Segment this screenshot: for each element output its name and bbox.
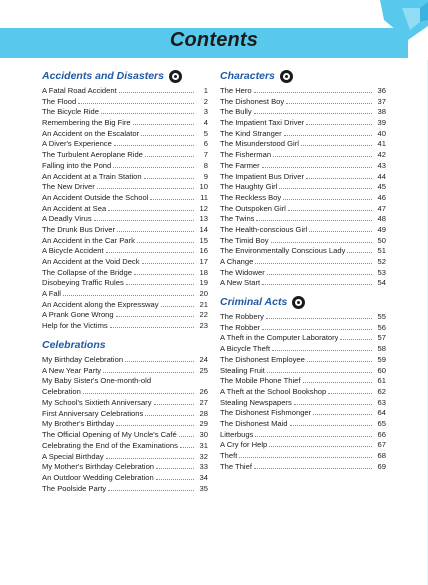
toc-entry[interactable]	[220, 106, 386, 117]
toc-entry-page: 30	[199, 430, 208, 440]
dot-leader	[290, 418, 372, 426]
toc-entry-page: 45	[377, 182, 386, 192]
section-heading-label: Criminal Acts	[220, 296, 288, 309]
dot-leader	[141, 128, 194, 136]
dot-leader	[256, 213, 372, 221]
toc-entry-page: 39	[377, 118, 386, 128]
toc-entry[interactable]	[42, 451, 208, 462]
dot-leader	[156, 461, 194, 469]
dot-leader	[262, 160, 372, 168]
toc-entry-page: 11	[200, 192, 208, 202]
toc-entry-title: The Kind Stranger	[220, 128, 282, 138]
dot-leader	[269, 439, 372, 447]
toc-list-celebrations	[42, 354, 208, 493]
toc-entry-page: 37	[377, 96, 386, 106]
toc-entry[interactable]	[42, 440, 208, 451]
section-heading-celebrations	[42, 337, 208, 353]
dot-leader	[161, 299, 194, 307]
dot-leader	[347, 245, 372, 253]
toc-entry-page: 60	[377, 365, 386, 375]
toc-entry[interactable]	[220, 439, 386, 450]
toc-entry-title: An Accident Outside the School	[42, 192, 149, 202]
toc-entry-page: 58	[377, 344, 386, 354]
toc-entry-title: A Bicycle Accident	[42, 246, 104, 256]
dot-leader	[150, 192, 194, 200]
dot-leader	[133, 117, 194, 125]
toc-entry-page: 29	[199, 419, 208, 429]
toc-entry-page: 24	[199, 354, 208, 364]
toc-entry[interactable]	[220, 117, 386, 128]
toc-entry[interactable]	[42, 256, 208, 267]
toc-entry-page: 51	[377, 246, 386, 256]
dot-leader	[255, 429, 372, 437]
toc-entry-page: 50	[377, 235, 386, 245]
dot-leader	[283, 192, 372, 200]
toc-entry-page: 66	[377, 429, 386, 439]
toc-entry-title: A Cry for Help	[220, 440, 268, 450]
toc-entry[interactable]	[220, 138, 386, 149]
toc-entry-title: Litterbugs	[220, 429, 254, 439]
toc-entry-title: The Environmentally Conscious Lady	[220, 246, 346, 256]
toc-entry[interactable]	[42, 213, 208, 224]
toc-entry[interactable]	[220, 256, 386, 267]
toc-entry[interactable]	[220, 203, 386, 214]
toc-entry[interactable]	[42, 483, 208, 494]
toc-entry-title: The Misunderstood Girl	[220, 139, 299, 149]
toc-entry-title: My Birthday Celebration	[42, 354, 124, 364]
cd-icon	[280, 70, 293, 83]
toc-entry-page: 34	[199, 472, 208, 482]
toc-entry[interactable]	[42, 429, 208, 440]
dot-leader	[306, 117, 372, 125]
toc-entry[interactable]	[42, 320, 208, 331]
toc-entry-title: Celebrating the End of the Examinations	[42, 440, 178, 450]
toc-entry-page: 1	[203, 86, 208, 95]
dot-leader	[303, 375, 373, 383]
dot-leader	[272, 343, 372, 351]
toc-entry-title: A Theft in the Computer Laboratory	[220, 333, 339, 343]
toc-entry[interactable]	[220, 429, 386, 440]
toc-entry-title: The Timid Boy	[220, 235, 269, 245]
toc-entry-title: A Deadly Virus	[42, 214, 92, 224]
toc-entry-title: The Robber	[220, 322, 261, 332]
cd-icon	[169, 70, 182, 83]
toc-entry[interactable]	[42, 171, 208, 182]
dot-leader	[97, 181, 194, 189]
toc-entry[interactable]	[220, 149, 386, 160]
toc-entry[interactable]	[42, 299, 208, 310]
toc-entry-title: The Bicycle Ride	[42, 107, 99, 117]
dot-leader	[239, 450, 372, 458]
toc-entry-page: 12	[199, 203, 208, 213]
toc-entry-title: The New Driver	[42, 182, 95, 192]
toc-entry-page: 62	[377, 386, 386, 396]
toc-entry-title: The Dishonest Boy	[220, 96, 285, 106]
toc-entry-page: 16	[199, 246, 208, 256]
toc-entry-title: My Mother's Birthday Celebration	[42, 462, 155, 472]
toc-entry-page: 19	[199, 278, 208, 288]
toc-entry-title: The Haughty Girl	[220, 182, 278, 192]
dot-leader	[328, 386, 372, 394]
dot-leader	[106, 245, 194, 253]
toc-entry[interactable]	[220, 128, 386, 139]
toc-entry-title: A Special Birthday	[42, 451, 104, 461]
toc-entry-title: Celebration	[42, 387, 81, 397]
toc-entry-page: 25	[199, 365, 208, 375]
toc-entry-page: 48	[377, 214, 386, 224]
toc-entry-page: 49	[377, 224, 386, 234]
toc-entry-title: The Fisherman	[220, 150, 272, 160]
toc-entry[interactable]	[42, 309, 208, 320]
toc-entry-title: First Anniversary Celebrations	[42, 408, 144, 418]
toc-entry[interactable]	[42, 245, 208, 256]
toc-entry[interactable]	[42, 85, 208, 96]
toc-entry-page: 33	[199, 462, 208, 472]
toc-entry-page: 17	[199, 257, 208, 266]
toc-entry-title: A New Year Party	[42, 365, 102, 375]
toc-entry[interactable]	[220, 343, 386, 354]
toc-entry[interactable]	[42, 192, 208, 203]
dot-leader	[125, 354, 194, 362]
toc-entry-page: 8	[203, 160, 208, 170]
dot-leader	[255, 256, 372, 264]
toc-entry-page: 44	[377, 171, 386, 181]
dot-leader	[309, 224, 372, 232]
toc-list-characters	[220, 85, 386, 288]
dot-leader	[116, 418, 194, 426]
dot-leader	[134, 267, 194, 275]
toc-entry-title: My Baby Sister's One-month-old	[42, 376, 152, 386]
toc-entry[interactable]	[220, 418, 386, 429]
toc-entry-title: A Change	[220, 257, 254, 266]
toc-entry-page: 53	[377, 267, 386, 277]
toc-entry-title: The Twins	[220, 214, 255, 224]
toc-entry[interactable]	[42, 375, 208, 386]
toc-entry[interactable]	[42, 181, 208, 192]
toc-entry[interactable]	[220, 192, 386, 203]
toc-entry-page: 61	[377, 376, 386, 386]
toc-entry-page: 18	[199, 267, 208, 277]
toc-entry-title: The Widower	[220, 267, 265, 277]
toc-entry[interactable]	[42, 117, 208, 128]
toc-entry-title: The Dishonest Employee	[220, 354, 305, 364]
toc-entry[interactable]	[220, 397, 386, 408]
toc-entry-page: 63	[377, 397, 386, 407]
dot-leader	[262, 277, 372, 285]
toc-entry-page: 67	[377, 440, 386, 450]
toc-entry-page: 10	[199, 182, 208, 192]
dot-leader	[106, 451, 194, 459]
toc-entry-page: 3	[203, 107, 208, 117]
toc-entry[interactable]	[220, 375, 386, 386]
dot-leader	[180, 440, 194, 448]
toc-entry[interactable]	[220, 235, 386, 246]
section-heading-characters	[220, 68, 386, 84]
section-heading-accidents	[42, 68, 208, 84]
toc-entry-page: 13	[199, 214, 208, 224]
toc-entry-page: 41	[377, 139, 386, 149]
dot-leader	[126, 277, 194, 285]
toc-entry-page: 59	[377, 354, 386, 364]
toc-entry[interactable]	[220, 267, 386, 278]
dot-leader	[144, 171, 194, 179]
toc-entry[interactable]	[42, 397, 208, 408]
toc-entry-page: 28	[199, 408, 208, 418]
toc-entry[interactable]	[220, 332, 386, 343]
dot-leader	[284, 128, 372, 136]
cd-icon	[292, 296, 305, 309]
toc-entry-title: Theft	[220, 451, 238, 460]
dot-leader	[113, 160, 194, 168]
toc-entry-title: The Robbery	[220, 312, 264, 322]
toc-entry-page: 26	[199, 387, 208, 397]
toc-entry-page: 42	[377, 150, 386, 160]
toc-entry-title: The Dishonest Maid	[220, 418, 288, 428]
toc-entry[interactable]	[220, 85, 386, 96]
toc-entry-title: The Mobile Phone Thief	[220, 376, 301, 386]
dot-leader	[78, 96, 194, 104]
toc-entry-title: The Official Opening of My Uncle's Café	[42, 430, 177, 440]
toc-entry[interactable]	[42, 235, 208, 246]
toc-entry-title: The Impatient Bus Driver	[220, 171, 304, 181]
toc-entry-page: 69	[377, 461, 386, 471]
toc-entry[interactable]	[220, 245, 386, 256]
toc-entry[interactable]	[220, 96, 386, 107]
dot-leader	[254, 461, 372, 469]
section-heading-criminal-acts	[220, 294, 386, 310]
toc-entry-title: Remembering the Big Fire	[42, 118, 131, 128]
toc-entry[interactable]	[220, 322, 386, 333]
toc-entry-title: The Drunk Bus Driver	[42, 224, 116, 234]
toc-entry[interactable]	[42, 106, 208, 117]
dot-leader	[254, 85, 372, 93]
dot-leader	[101, 106, 194, 114]
toc-entry-page: 27	[199, 398, 208, 408]
toc-entry-title: A Diver's Experience	[42, 139, 112, 149]
toc-entry-title: The Health-conscious Girl	[220, 224, 308, 234]
toc-entry-title: Help for the Victims	[42, 321, 108, 331]
dot-leader	[154, 397, 195, 405]
toc-entry-page: 55	[377, 312, 386, 322]
toc-entry-page: 56	[377, 322, 386, 332]
toc-entry-title: My Brother's Birthday	[42, 419, 115, 429]
dot-leader	[108, 483, 194, 491]
toc-list-criminal	[220, 311, 386, 471]
toc-entry-page: 64	[377, 408, 386, 418]
dot-leader	[94, 213, 194, 221]
toc-entry-page: 15	[199, 235, 208, 245]
toc-entry-page: 2	[203, 96, 208, 106]
toc-entry-page: 52	[377, 257, 386, 266]
toc-entry[interactable]	[220, 407, 386, 418]
dot-leader	[114, 138, 194, 146]
toc-entry[interactable]	[42, 138, 208, 149]
toc-entry[interactable]	[42, 96, 208, 107]
toc-entry[interactable]	[220, 354, 386, 365]
toc-list-accidents	[42, 85, 208, 331]
toc-entry-page: 57	[377, 333, 386, 343]
toc-entry-title: An Accident on the Escalator	[42, 128, 140, 138]
toc-entry[interactable]	[220, 224, 386, 235]
dot-leader	[273, 149, 372, 157]
dot-leader	[306, 171, 372, 179]
dot-leader	[117, 224, 194, 232]
toc-entry-title: Falling into the Pond	[42, 160, 112, 170]
toc-entry-title: An Outdoor Wedding Celebration	[42, 472, 154, 482]
toc-entry-page: 4	[203, 118, 208, 128]
dot-leader	[142, 256, 194, 264]
toc-entry-title: The Bully	[220, 107, 252, 117]
toc-entry-page: 65	[377, 418, 386, 428]
toc-entry[interactable]	[220, 461, 386, 472]
toc-entry[interactable]	[42, 128, 208, 139]
toc-entry-title: The Collapse of the Bridge	[42, 267, 132, 277]
toc-entry[interactable]	[220, 213, 386, 224]
dot-leader	[340, 332, 372, 340]
section-heading-label: Characters	[220, 70, 275, 82]
toc-entry-title: A New Start	[220, 278, 261, 288]
toc-entry[interactable]	[220, 450, 386, 461]
toc-entry-title: An Accident at the Void Deck	[42, 257, 140, 266]
dot-leader	[271, 235, 372, 243]
toc-entry[interactable]	[42, 203, 208, 214]
toc-entry[interactable]	[42, 267, 208, 278]
toc-entry-page: 32	[199, 451, 208, 461]
toc-entry[interactable]	[220, 311, 386, 322]
toc-right-column	[220, 66, 386, 471]
dot-leader	[145, 149, 194, 157]
toc-entry-title: Disobeying Traffic Rules	[42, 278, 124, 288]
dot-leader	[119, 85, 194, 93]
toc-entry-page: 6	[203, 139, 208, 149]
section-heading-label: Accidents and Disasters	[42, 70, 164, 82]
dot-leader	[286, 96, 372, 104]
toc-entry-title: An Accident along the Expressway	[42, 299, 159, 309]
toc-entry-title: The Thief	[220, 461, 252, 471]
dot-leader	[110, 320, 194, 328]
toc-entry-title: An Accident in the Car Park	[42, 235, 135, 245]
toc-entry-page: 22	[199, 310, 208, 320]
toc-entry-page: 14	[199, 224, 208, 234]
toc-entry-page: 35	[199, 483, 208, 493]
toc-entry-page: 7	[203, 150, 208, 160]
toc-entry[interactable]	[42, 288, 208, 299]
toc-entry[interactable]	[220, 365, 386, 376]
toc-entry-page: 47	[377, 203, 386, 213]
toc-entry-page: 68	[377, 451, 386, 460]
toc-entry-title: An Accident at a Train Station	[42, 171, 142, 181]
toc-entry[interactable]	[42, 408, 208, 419]
toc-entry[interactable]	[42, 224, 208, 235]
toc-entry-title: Stealing Newspapers	[220, 397, 292, 407]
toc-entry[interactable]	[42, 354, 208, 365]
toc-entry-title: The Reckless Boy	[220, 192, 282, 202]
toc-entry[interactable]	[42, 365, 208, 376]
toc-entry-title: An Accident at Sea	[42, 203, 107, 213]
toc-entry-page: 38	[377, 107, 386, 117]
toc-entry[interactable]	[220, 181, 386, 192]
dot-leader	[279, 181, 372, 189]
toc-entry-page: 31	[199, 440, 208, 450]
toc-entry[interactable]	[220, 171, 386, 182]
dot-leader	[262, 322, 372, 330]
toc-entry[interactable]	[42, 461, 208, 472]
dot-leader	[103, 365, 194, 373]
toc-entry-title: A Theft at the School Bookshop	[220, 386, 327, 396]
toc-entry-page: 9	[203, 171, 208, 181]
toc-entry-title: A Bicycle Theft	[220, 344, 271, 354]
dot-leader	[137, 235, 194, 243]
dot-leader	[288, 203, 372, 211]
toc-entry[interactable]	[42, 472, 208, 483]
section-heading-label: Celebrations	[42, 338, 106, 351]
dot-leader	[267, 365, 372, 373]
page-title: Contents	[169, 29, 259, 51]
toc-entry-title: The Impatient Taxi Driver	[220, 118, 305, 128]
toc-entry-title: Stealing Fruit	[220, 365, 265, 375]
toc-entry-title: The Poolside Party	[42, 483, 107, 493]
toc-entry[interactable]	[42, 160, 208, 171]
dot-leader	[313, 407, 372, 415]
toc-entry-title: A Fatal Road Accident	[42, 86, 117, 95]
toc-entry-page: 36	[377, 86, 386, 95]
toc-entry[interactable]	[220, 277, 386, 288]
toc-entry-page: 23	[199, 321, 208, 331]
dot-leader	[156, 472, 194, 480]
toc-entry-page: 21	[199, 299, 208, 309]
toc-entry-page: 20	[199, 289, 208, 299]
dot-leader	[301, 138, 372, 146]
dot-leader	[266, 311, 372, 319]
toc-entry-title: A Fall	[42, 289, 61, 299]
toc-entry-title: The Outspoken Girl	[220, 203, 286, 213]
toc-entry-page: 43	[377, 160, 386, 170]
toc-entry[interactable]	[220, 386, 386, 397]
toc-entry-title: The Flood	[42, 96, 77, 106]
toc-entry-title: The Turbulent Aeroplane Ride	[42, 150, 143, 160]
toc-entry[interactable]	[42, 386, 208, 397]
toc-entry[interactable]	[42, 277, 208, 288]
toc-left-column	[42, 66, 208, 493]
dot-leader	[116, 309, 194, 317]
dot-leader	[179, 429, 194, 437]
dot-leader	[63, 288, 194, 296]
toc-entry[interactable]	[220, 160, 386, 171]
dot-leader	[108, 203, 194, 211]
toc-entry[interactable]	[42, 149, 208, 160]
toc-entry-title: A Prank Gone Wrong	[42, 310, 114, 320]
toc-entry[interactable]	[42, 418, 208, 429]
toc-entry-page: 54	[377, 278, 386, 288]
dot-leader	[83, 386, 194, 394]
toc-entry-title: The Dishonest Fishmonger	[220, 408, 312, 418]
toc-entry-title: My School's Sixtieth Anniversary	[42, 398, 152, 408]
toc-entry-page: 46	[377, 192, 386, 202]
toc-entry-title: The Hero	[220, 86, 252, 95]
toc-entry-page: 5	[203, 128, 208, 138]
dot-leader	[294, 397, 372, 405]
dot-leader	[307, 354, 372, 362]
toc-entry-page: 40	[377, 128, 386, 138]
dot-leader	[267, 267, 372, 275]
dot-leader	[145, 408, 194, 416]
toc-entry-title: The Farmer	[220, 160, 260, 170]
dot-leader	[254, 106, 372, 114]
